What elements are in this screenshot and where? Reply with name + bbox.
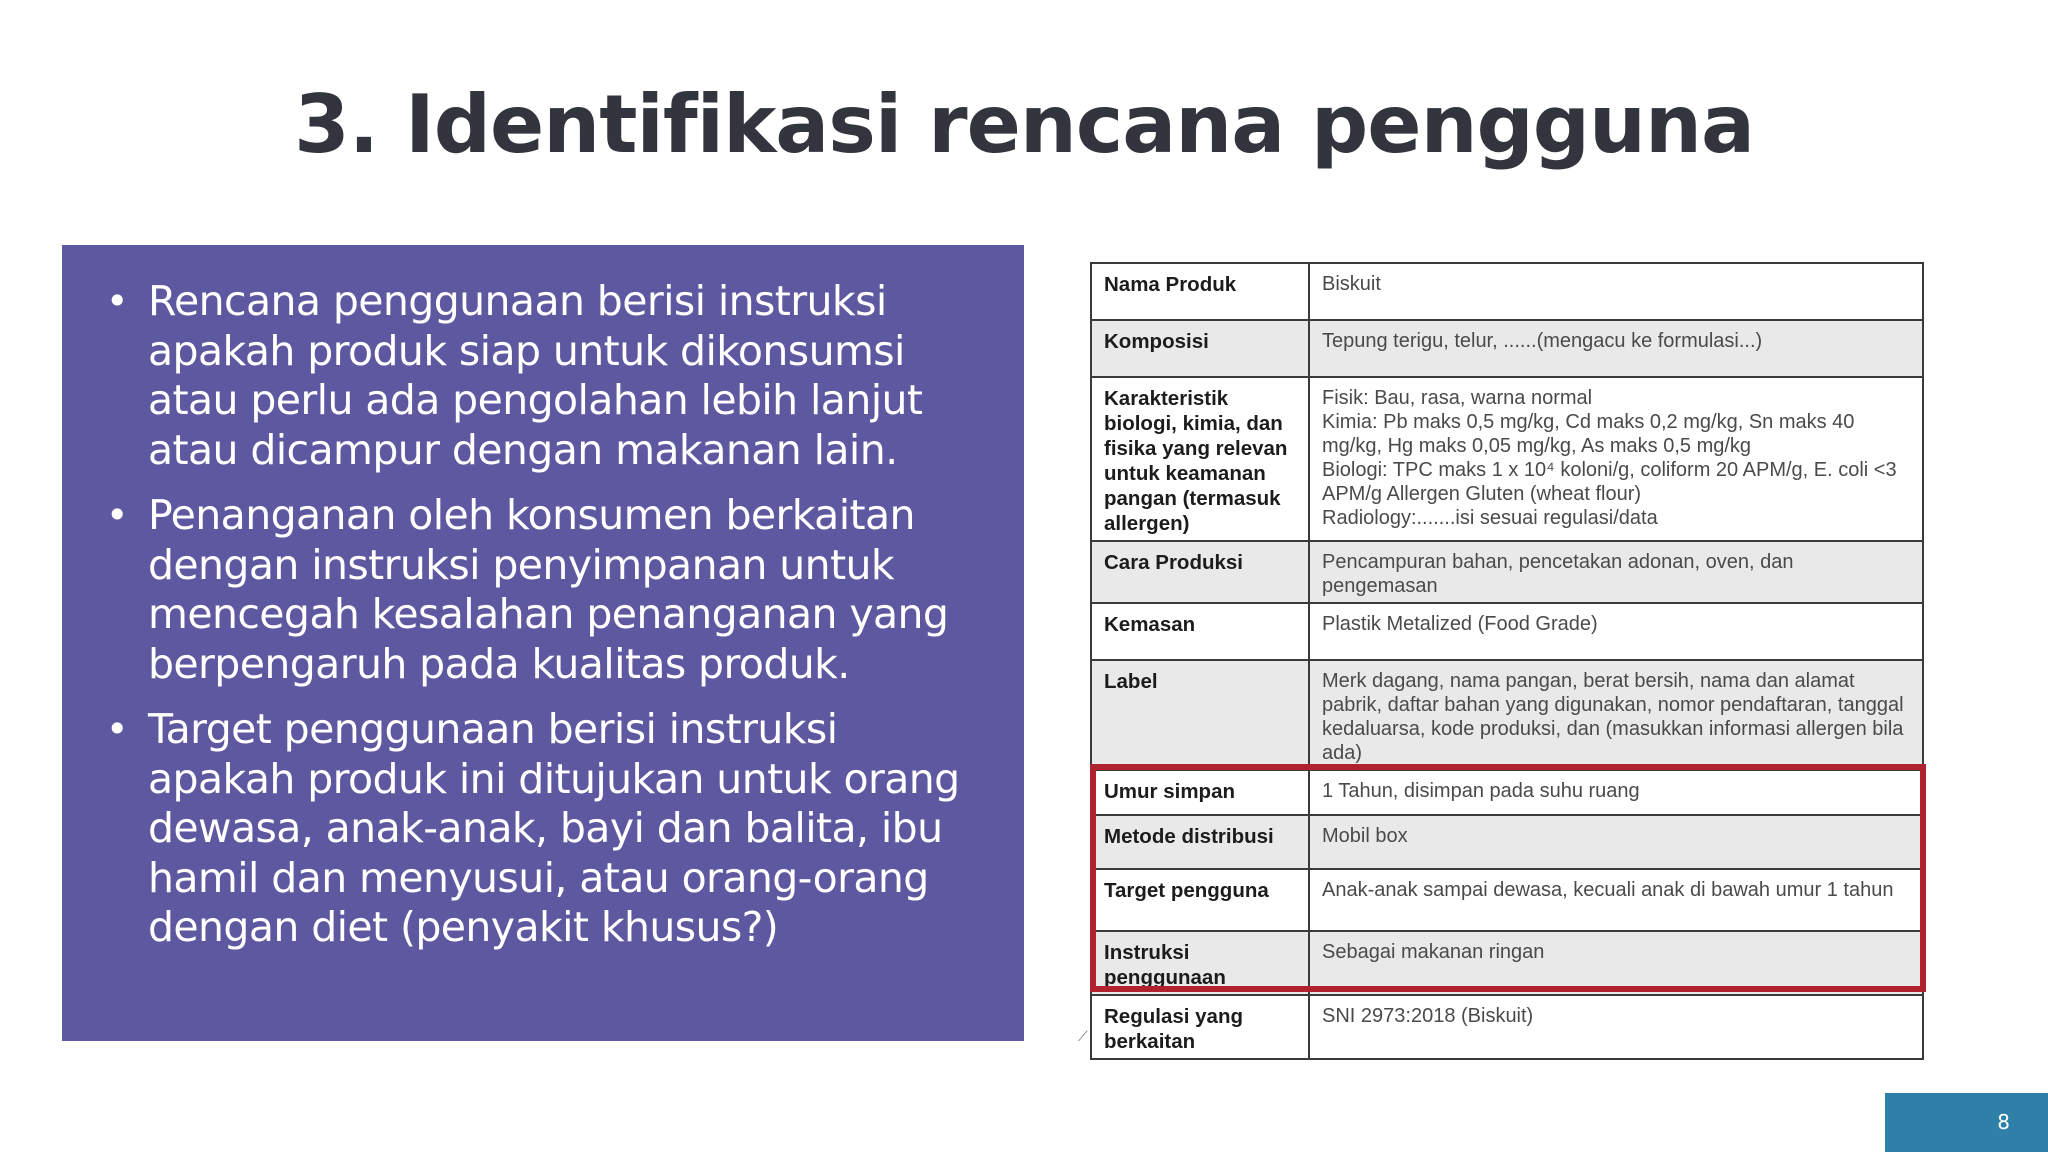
row-value: Plastik Metalized (Food Grade) xyxy=(1309,603,1923,660)
bullet-item xyxy=(106,705,984,953)
table-row xyxy=(1091,377,1923,541)
value-line: Biologi: TPC maks 1 x 10⁴ koloni/g, coliform 20 APM/g, E. coli <3 APM/g Allergen Gluten (wheat flour) xyxy=(1322,459,1897,505)
row-label: Label xyxy=(1091,660,1309,770)
row-label: Cara Produksi xyxy=(1091,541,1309,603)
row-label: Target pengguna xyxy=(1091,869,1309,931)
row-value: Tepung terigu, telur, ......(mengacu ke formulasi...) xyxy=(1309,320,1923,377)
page-number-badge: 8 xyxy=(1885,1093,2048,1152)
table-row xyxy=(1091,320,1923,377)
bullet-text: Rencana penggunaan berisi instruksi apakah produk siap untuk dikonsumsi atau perlu ada pengolahan lebih lanjut atau dicampur dengan makanan lain. xyxy=(148,277,923,474)
table-row xyxy=(1091,770,1923,815)
slide-title: 3. Identifikasi rencana pengguna xyxy=(294,78,1754,171)
product-spec-table-image xyxy=(1090,262,1924,1060)
table-row xyxy=(1091,869,1923,931)
value-line: Fisik: Bau, rasa, warna normal xyxy=(1322,387,1593,409)
table-row xyxy=(1091,815,1923,869)
row-label: Metode distribusi xyxy=(1091,815,1309,869)
product-spec-table xyxy=(1090,262,1924,1060)
bullet-text: Target penggunaan berisi instruksi apakah produk ini ditujukan untuk orang dewasa, anak-anak, bayi dan balita, ibu hamil dan menyusui, atau orang-orang dengan diet (penyakit khusus?) xyxy=(148,705,960,951)
row-value: Anak-anak sampai dewasa, kecuali anak di bawah umur 1 tahun xyxy=(1309,869,1923,931)
bullet-text: Penanganan oleh konsumen berkaitan dengan instruksi penyimpanan untuk mencegah kesalahan penanganan yang berpengaruh pada kualitas produk. xyxy=(148,491,949,688)
row-value: Mobil box xyxy=(1309,815,1923,869)
row-label: Nama Produk xyxy=(1091,263,1309,320)
row-label: Komposisi xyxy=(1091,320,1309,377)
row-value xyxy=(1309,377,1923,541)
bullet-panel xyxy=(62,245,1024,1041)
table-row xyxy=(1091,263,1923,320)
table-row xyxy=(1091,995,1923,1059)
row-label: Umur simpan xyxy=(1091,770,1309,815)
row-label: Regulasi yang berkaitan xyxy=(1091,995,1309,1059)
row-value: SNI 2973:2018 (Biskuit) xyxy=(1309,995,1923,1059)
row-label: Karakteristik biologi, kimia, dan fisika yang relevan untuk keamanan pangan (termasuk allergen) xyxy=(1091,377,1309,541)
value-line: Radiology:.......isi sesuai regulasi/data xyxy=(1322,507,1658,529)
value-line: Kimia: Pb maks 0,5 mg/kg, Cd maks 0,2 mg/kg, Sn maks 40 mg/kg, Hg maks 0,05 mg/kg, As maks 0,5 mg/kg xyxy=(1322,411,1855,457)
bullet-dot-icon: • xyxy=(106,493,128,537)
table-row xyxy=(1091,660,1923,770)
row-value: Biskuit xyxy=(1309,263,1923,320)
table-row xyxy=(1091,541,1923,603)
resize-handle-icon: ⟋ xyxy=(1078,1029,1088,1045)
row-value: Merk dagang, nama pangan, berat bersih, nama dan alamat pabrik, daftar bahan yang digunakan, nomor pendaftaran, tanggal kedaluarsa, kode produksi, dan (masukkan informasi allergen bila ada) xyxy=(1309,660,1923,770)
row-label: Kemasan xyxy=(1091,603,1309,660)
table-row xyxy=(1091,931,1923,995)
row-value: 1 Tahun, disimpan pada suhu ruang xyxy=(1309,770,1923,815)
bullet-item xyxy=(106,277,984,475)
bullet-item xyxy=(106,491,984,689)
row-value: Sebagai makanan ringan xyxy=(1309,931,1923,995)
table-row xyxy=(1091,603,1923,660)
bullet-dot-icon: • xyxy=(106,707,128,751)
bullet-list xyxy=(106,277,984,953)
row-label: Instruksi penggunaan xyxy=(1091,931,1309,995)
row-value: Pencampuran bahan, pencetakan adonan, oven, dan pengemasan xyxy=(1309,541,1923,603)
bullet-dot-icon: • xyxy=(106,279,128,323)
